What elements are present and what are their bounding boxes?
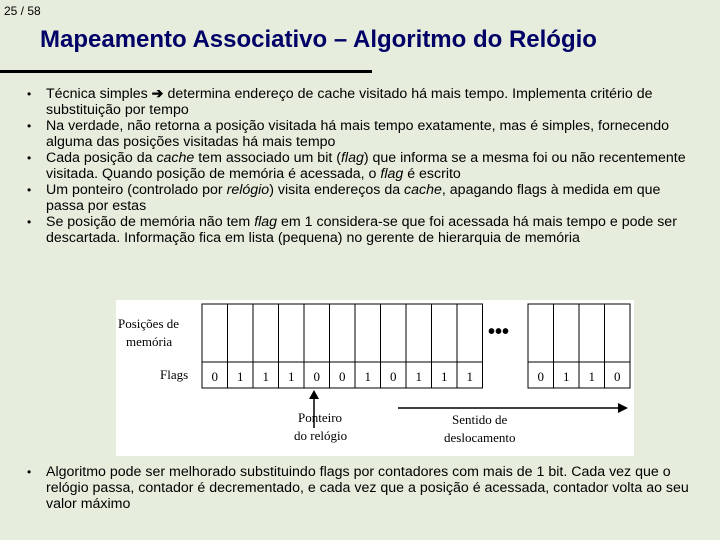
ellipsis: ••• bbox=[488, 321, 510, 343]
memory-cell bbox=[554, 304, 580, 362]
bullet-text: Na verdade, não retorna a posição visitada há mais tempo exatamente, mas é simples, fornecendo alguma das posições visitadas há mais tempo bbox=[46, 118, 670, 150]
bullet-dot: • bbox=[27, 215, 32, 229]
memory-cell bbox=[432, 304, 458, 362]
bullet-dot: • bbox=[27, 465, 32, 479]
flag-value: 0 bbox=[339, 369, 346, 384]
flag-value: 0 bbox=[390, 369, 397, 384]
bullet-text: flag bbox=[380, 166, 404, 182]
bullet-text: Se posição de memória não tem bbox=[46, 214, 255, 230]
bullet-text: cache bbox=[404, 182, 442, 198]
bullet-item bbox=[0, 464, 720, 512]
bullet-item bbox=[0, 118, 720, 150]
flag-value: 1 bbox=[288, 369, 295, 384]
flag-value: 1 bbox=[588, 369, 595, 384]
memory-cell bbox=[355, 304, 381, 362]
flag-value: 0 bbox=[313, 369, 320, 384]
bullet-text: Um ponteiro (controlado por bbox=[46, 182, 227, 198]
bullet-text: em 1 considera-se que foi acessada há mais tempo e pode ser descartada. Informação fica em lista (pequena) no gerente de hierarquia de memória bbox=[46, 214, 677, 246]
bullet-text: flag bbox=[340, 150, 364, 166]
direction-arrow-head bbox=[618, 403, 628, 413]
bullet-text: é escrito bbox=[403, 166, 461, 182]
positions-label-line1: Posições de bbox=[118, 316, 180, 331]
memory-cell bbox=[228, 304, 254, 362]
memory-cell bbox=[202, 304, 228, 362]
bullet-item bbox=[0, 214, 720, 246]
flag-value: 1 bbox=[441, 369, 448, 384]
memory-cell bbox=[457, 304, 483, 362]
direction-label-line1: Sentido de bbox=[452, 412, 508, 427]
bullet-text: relógio bbox=[226, 182, 270, 198]
bullet-text: Técnica simples bbox=[46, 86, 152, 102]
bullet-text: ) que informa se a mesma foi ou não recentemente visitada. Quando posição de memória é acessada, o bbox=[46, 150, 686, 182]
bullet-text: Algoritmo pode ser melhorado substituindo flags por contadores com mais de 1 bit. Cada vez que o relógio passa, contador é decrementado, e cada vez que a posição é acessada, contador volta ao seu valor máximo bbox=[46, 464, 689, 512]
flag-value: 0 bbox=[537, 369, 544, 384]
memory-cell bbox=[330, 304, 356, 362]
memory-cell bbox=[528, 304, 554, 362]
arrow-icon: ➔ bbox=[151, 86, 164, 102]
flags-label: Flags bbox=[160, 367, 189, 382]
flag-value: 1 bbox=[237, 369, 244, 384]
pointer-label-line1: Ponteiro bbox=[298, 410, 343, 425]
bullet-text: Cada posição da bbox=[46, 150, 157, 166]
memory-cells-left bbox=[202, 304, 483, 388]
bullet-text: flag bbox=[254, 214, 278, 230]
pointer-label-line2: do relógio bbox=[294, 428, 348, 443]
positions-label-line2: memória bbox=[126, 334, 173, 349]
memory-cell bbox=[304, 304, 330, 362]
bullet-dot: • bbox=[27, 119, 32, 133]
flag-value: 1 bbox=[415, 369, 422, 384]
direction-label-line2: deslocamento bbox=[444, 430, 516, 445]
bullet-text: cache bbox=[156, 150, 195, 166]
flag-value: 0 bbox=[614, 369, 621, 384]
flag-value: 0 bbox=[211, 369, 218, 384]
bullet-dot: • bbox=[27, 151, 32, 165]
bullet-text: determina endereço de cache visitado há mais tempo. Implementa critério de substituição por tempo bbox=[46, 86, 653, 118]
slide-title: Mapeamento Associativo – Algoritmo do Relógio bbox=[40, 26, 597, 53]
flag-value: 1 bbox=[262, 369, 269, 384]
memory-cell bbox=[605, 304, 631, 362]
bullet-list bbox=[0, 86, 720, 246]
memory-cell bbox=[406, 304, 432, 362]
bullet-text: tem associado um bit ( bbox=[194, 150, 341, 166]
flag-value: 1 bbox=[364, 369, 371, 384]
title-underline bbox=[0, 70, 372, 73]
bullet-text: ) visita endereços da bbox=[269, 182, 405, 198]
diagram-svg bbox=[116, 300, 634, 456]
memory-cell bbox=[579, 304, 605, 362]
bullet-item bbox=[0, 86, 720, 118]
clock-algorithm-diagram bbox=[116, 300, 634, 456]
flag-value: 1 bbox=[563, 369, 570, 384]
memory-cell bbox=[279, 304, 305, 362]
bullet-dot: • bbox=[27, 183, 32, 197]
memory-cell bbox=[381, 304, 407, 362]
final-bullet-list bbox=[0, 464, 720, 512]
bullet-dot: • bbox=[27, 87, 32, 101]
bullet-text: , apagando flags à medida em que passa por estas bbox=[46, 182, 661, 214]
flag-value: 1 bbox=[466, 369, 473, 384]
memory-cells-right bbox=[528, 304, 630, 388]
memory-cell bbox=[253, 304, 279, 362]
page-number: 25 / 58 bbox=[4, 4, 41, 18]
bullet-item bbox=[0, 182, 720, 214]
pointer-arrow-head bbox=[309, 390, 319, 399]
bullet-item bbox=[0, 150, 720, 182]
